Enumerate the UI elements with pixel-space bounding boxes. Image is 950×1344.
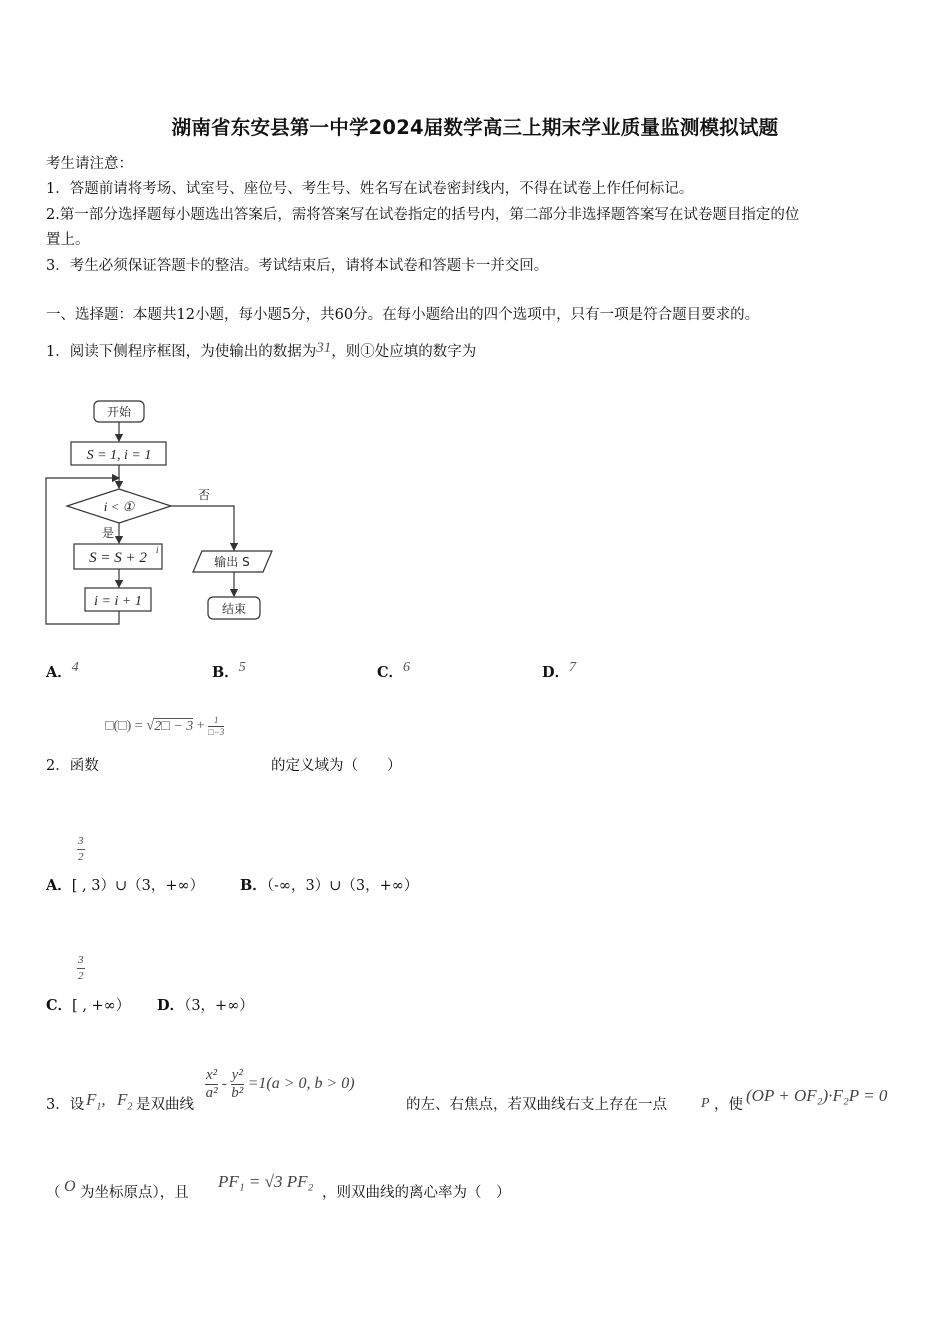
formula-plus: + <box>193 718 209 734</box>
q2-stem-2: 的定义域为（ ） <box>271 758 402 774</box>
q3-line2-end: ，则双曲线的离心率为（ ） <box>322 1185 511 1201</box>
q2-stem: 2．函数 <box>46 758 99 774</box>
option-value: 6 <box>403 660 411 675</box>
option-letter: B． <box>240 877 267 894</box>
flow-output-label: 输出 S <box>214 555 250 569</box>
q3-pf-relation: PF₁ = √3 PF₂ <box>218 1172 314 1191</box>
flow-yes-label: 是 <box>102 526 115 540</box>
flow-end-label: 结束 <box>221 602 247 616</box>
q2-option-d[interactable] <box>157 994 254 1015</box>
option-letter: B． <box>212 664 239 681</box>
q3-stem-4: ，使 <box>714 1097 743 1113</box>
option-text: （3，+∞） <box>184 998 254 1014</box>
flow-update-s-exponent: i <box>156 545 159 555</box>
q3-stem-3: 的左、右焦点，若双曲线右支上存在一点 <box>406 1097 667 1113</box>
q3-origin-o: O <box>64 1178 76 1195</box>
formula-denominator: □−3 <box>208 727 225 737</box>
eq-a2: a² <box>205 1085 218 1101</box>
q3-stem: 3．设 <box>46 1097 85 1113</box>
program-flowchart <box>40 395 300 630</box>
option-text: [ , +∞） <box>72 998 131 1014</box>
option-text: （-∞，3）∪（3，+∞） <box>266 878 419 894</box>
formula-root: 2□ − 3 <box>154 718 194 734</box>
q1-stem-text-2: ，则①处应填的数字为 <box>331 344 477 360</box>
q3-hyperbola-equation: $\frac{\text{x²}}{\text{a²}}$ - $\frac{\text{y²}}{\text{b²}}$ =1(a > 0, b > 0) <box>205 1067 355 1101</box>
option-text: [ , 3）∪（3，+∞） <box>71 878 205 894</box>
notice-item-3: 3．考生必须保证答题卡的整洁。考试结束后，请将本试卷和答题卡一并交回。 <box>46 258 549 274</box>
q3-line2-open: （ <box>46 1185 61 1201</box>
flow-start-label: 开始 <box>106 405 132 419</box>
q1-value: 31 <box>316 340 332 356</box>
notice-item-1: 1．答题前请将考场、试室号、座位号、考生号、姓名写在试卷密封线内，不得在试卷上作任何标记。 <box>46 181 694 197</box>
q1-option-d[interactable] <box>542 660 576 682</box>
option-letter: A． <box>46 877 72 894</box>
notice-item-2-cont: 置上。 <box>46 232 90 248</box>
option-value: 7 <box>569 660 577 675</box>
option-letter: D． <box>157 997 185 1014</box>
option-letter: C． <box>46 997 73 1014</box>
q2-option-c[interactable] <box>46 994 130 1015</box>
question-1-stem <box>46 340 476 361</box>
option-letter: D． <box>542 664 570 681</box>
q2-option-c-fraction: $\frac{3}{2}$ <box>78 954 84 982</box>
q3-point-p: P <box>701 1096 710 1111</box>
q1-option-c[interactable] <box>377 660 410 682</box>
q2-option-a[interactable] <box>46 874 204 895</box>
flow-init-label: S = 1, i = 1 <box>86 448 152 463</box>
formula-lhs: □(□) = <box>105 718 147 734</box>
q2-option-b[interactable] <box>240 874 418 895</box>
q1-option-b[interactable] <box>212 660 246 682</box>
eq-y2: y² <box>231 1067 243 1083</box>
notice-heading: 考生请注意： <box>46 156 133 172</box>
notice-item-2: 2.第一部分选择题每小题选出答案后，需将答案写在试卷指定的括号内，第二部分非选择题答案写在试卷题目指定的位 <box>46 207 800 223</box>
formula-numerator: 1 <box>208 716 224 727</box>
q1-stem-text: 1．阅读下侧程序框图，为使输出的数据为 <box>46 344 317 360</box>
eq-rest: =1(a > 0, b > 0) <box>247 1074 355 1092</box>
option-value: 5 <box>238 660 246 675</box>
eq-x2: x² <box>206 1067 218 1083</box>
eq-b2: b² <box>231 1085 244 1101</box>
q3-vector-condition: (OP + OF₂)·F₂P = 0 <box>746 1086 888 1105</box>
flow-no-label: 否 <box>198 488 211 502</box>
option-letter: A． <box>46 664 72 681</box>
option-letter: C． <box>377 664 404 681</box>
option-value: 4 <box>71 660 79 675</box>
flow-update-s-label: S = S + 2 <box>89 550 147 566</box>
flow-update-i-label: i = i + 1 <box>94 594 142 609</box>
section-heading: 一、选择题：本题共12小题，每小题5分，共60分。在每小题给出的四个选项中，只有一项是符合题目要求的。 <box>46 307 760 323</box>
q3-focus-f1: $F_1$, <box>86 1090 106 1113</box>
q2-option-a-fraction: $\frac{3}{2}$ <box>78 835 84 863</box>
q2-function-formula: □(□) = √2□ − 3 + $\frac{1}{□-3}$ <box>105 715 225 737</box>
q3-line2-text: 为坐标原点），且 <box>80 1185 189 1201</box>
q1-option-a[interactable] <box>46 660 79 682</box>
flow-condition-label: i < ① <box>103 499 135 514</box>
q3-stem-2: 是双曲线 <box>136 1097 194 1113</box>
q3-focus-f2: $F_2$ <box>117 1090 133 1113</box>
page-title: 湖南省东安县第一中学2024届数学高三上期末学业质量监测模拟试题 <box>171 116 779 139</box>
